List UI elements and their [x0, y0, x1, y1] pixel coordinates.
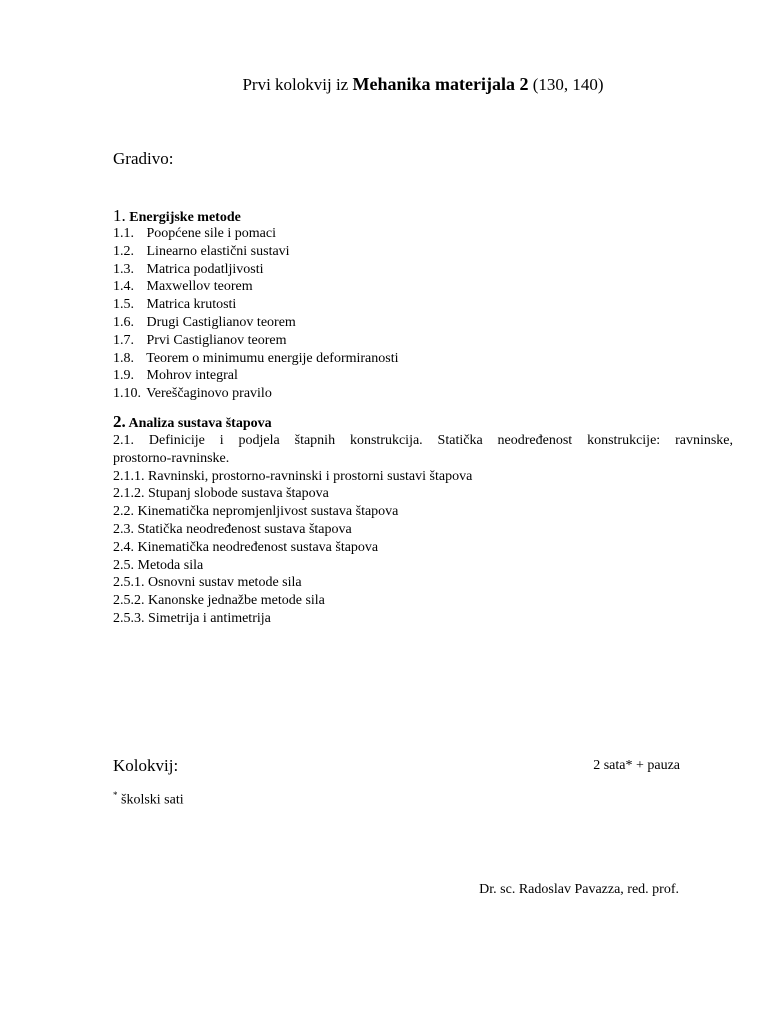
section-2-title: Analiza sustava štapova [125, 416, 272, 431]
signature: Dr. sc. Radoslav Pavazza, red. prof. [479, 882, 679, 897]
list-item: 1.2. Linearno elastični sustavi [113, 243, 290, 259]
list-item: 2.2. Kinematička nepromjenljivost sustava štapova [113, 504, 399, 520]
page-title [113, 74, 733, 95]
section-1-title: Energijske metode [125, 210, 241, 225]
list-item: 1.6. Drugi Castiglianov teorem [113, 314, 296, 330]
exam-duration: 2 sata* + pauza [593, 758, 680, 773]
section-1-list [113, 225, 733, 403]
gradivo-heading: Gradivo: [113, 149, 174, 168]
list-item: 2.5.1. Osnovni sustav metode sila [113, 575, 302, 591]
list-item: 2.3. Statička neodređenost sustava štapova [113, 521, 352, 537]
title-course: Mehanika materijala 2 [352, 74, 529, 94]
list-item: 2.4. Kinematička neodređenost sustava štapova [113, 539, 379, 555]
title-suffix: (130, 140) [528, 75, 604, 94]
section-2-list [113, 432, 733, 628]
section-1-heading [113, 206, 241, 226]
list-item: 2.1.2. Stupanj slobode sustava štapova [113, 486, 329, 502]
section-1-number: 1. [113, 206, 126, 225]
section-2-heading [113, 412, 272, 432]
footnote-mark: * [113, 790, 118, 800]
kolokvij-heading: Kolokvij: [113, 756, 179, 775]
list-item: 1.8. Teorem o minimumu energije deformiranosti [113, 350, 399, 366]
list-item-2-1-line2: prostorno-ravninske. [113, 450, 230, 466]
list-item: 1.7. Prvi Castiglianov teorem [113, 332, 287, 348]
list-item: 2.5. Metoda sila [113, 557, 204, 573]
list-item: 1.1. Poopćene sile i pomaci [113, 226, 276, 241]
list-item: 2.5.3. Simetrija i antimetrija [113, 610, 271, 626]
list-item: 2.1.1. Ravninski, prostorno-ravninski i prostorni sustavi štapova [113, 468, 473, 484]
list-item: 1.9. Mohrov integral [113, 368, 238, 384]
list-item: 1.3. Matrica podatljivosti [113, 261, 264, 277]
footnote-text: školski sati [117, 792, 184, 808]
list-item: 2.5.2. Kanonske jednažbe metode sila [113, 593, 325, 609]
section-2-number: 2. [113, 412, 126, 431]
title-prefix: Prvi kolokvij iz [242, 75, 353, 94]
footnote [113, 790, 184, 809]
list-item: 1.4. Maxwellov teorem [113, 279, 253, 295]
list-item: 1.10. Vereščaginovo pravilo [113, 386, 272, 402]
list-item-2-1-line1: 2.1. Definicije i podjela štapnih konstrukcija. Statička neodređenost konstrukcije: ravninske, [113, 433, 733, 448]
list-item: 1.5. Matrica krutosti [113, 297, 237, 313]
